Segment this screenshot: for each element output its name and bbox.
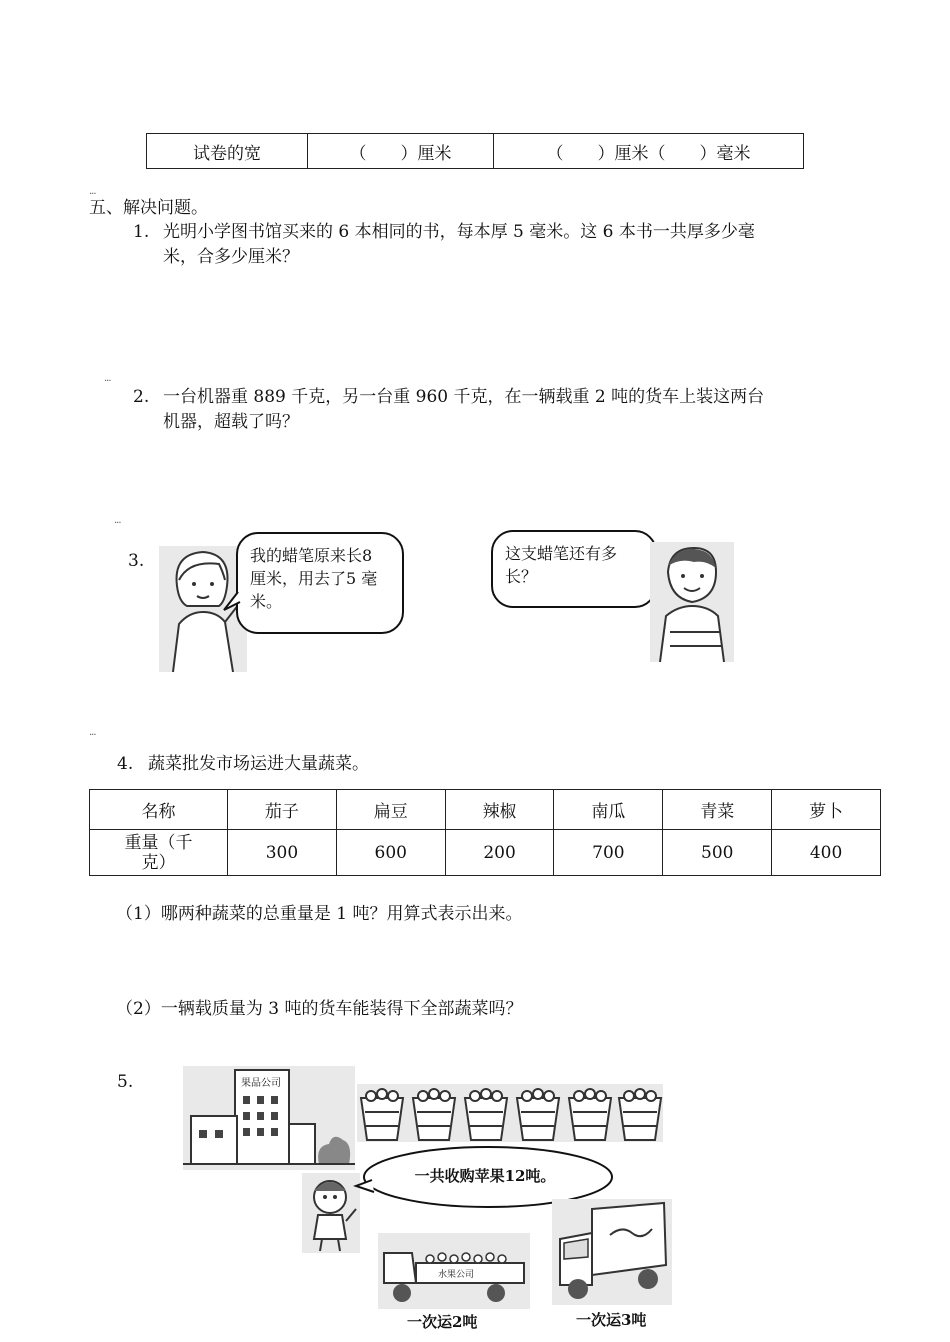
q4-number: 4.: [117, 754, 134, 774]
q3-number: 3.: [128, 551, 145, 571]
table-cell-weight: 600: [336, 830, 445, 876]
vegetable-table: [89, 789, 881, 876]
small-truck-illustration: [378, 1233, 530, 1309]
section-heading: 五、解决问题。: [89, 198, 208, 218]
table-cell-weight: 200: [445, 830, 554, 876]
girl-speech-bubble: 我的蜡笔原来长8 厘米，用去了5 毫米。: [236, 532, 404, 634]
company-building-illustration: [183, 1066, 355, 1170]
table-cell-name: 南瓜: [554, 790, 663, 830]
table-cell-name: 辣椒: [445, 790, 554, 830]
q2-text-line2: 机器，超载了吗？: [163, 412, 299, 432]
table-cell-name: 青菜: [663, 790, 772, 830]
q4-subquestion-2: （2）一辆载质量为 3 吨的货车能装得下全部蔬菜吗？: [116, 999, 523, 1019]
q4-intro: 蔬菜批发市场运进大量蔬菜。: [148, 754, 369, 774]
q1-number: 1.: [133, 222, 150, 242]
marker-dots: ...: [89, 727, 96, 738]
boy-speech-bubble: 这支蜡笔还有多长？: [491, 530, 657, 608]
basket-icons: [357, 1084, 663, 1142]
speech-text: 一共收购苹果12吨。: [414, 1167, 556, 1185]
q1-text-line1: 光明小学图书馆买来的 6 本相同的书，每本厚 5 毫米。这 6 本书一共厚多少毫: [163, 222, 755, 242]
table-cell-name: 茄子: [228, 790, 337, 830]
q2-text-line1: 一台机器重 889 千克，另一台重 960 千克，在一辆载重 2 吨的货车上装这两台: [163, 387, 765, 407]
q5-number: 5.: [117, 1072, 134, 1092]
q2-number: 2.: [133, 387, 150, 407]
truck-sign: 水果公司: [438, 1270, 475, 1280]
apple-baskets-illustration: [357, 1084, 663, 1142]
table-cell-weight: 300: [228, 830, 337, 876]
table-cell-name: 扁豆: [336, 790, 445, 830]
boy-illustration: [650, 542, 734, 662]
top-answer-table: [146, 133, 804, 169]
bubble-tail: [222, 590, 242, 612]
marker-dots: ...: [89, 186, 96, 197]
table-row-label: 重量（千克）: [90, 830, 228, 876]
big-truck-illustration: [552, 1199, 672, 1305]
van-icon: [552, 1199, 672, 1305]
answer-cell-cm-mm: （ ）厘米（ ）毫米: [494, 134, 804, 169]
table-label-cell: 试卷的宽: [147, 134, 308, 169]
q1-text-line2: 米，合多少厘米？: [163, 247, 299, 267]
answer-cell-cm: （ ）厘米: [308, 134, 494, 169]
boy-icon: [650, 542, 734, 662]
company-sign: 果品公司: [241, 1078, 281, 1089]
table-cell-weight: 700: [554, 830, 663, 876]
big-truck-caption: 一次运3吨: [576, 1311, 647, 1329]
marker-dots: ...: [114, 515, 121, 526]
table-cell-weight: 400: [772, 830, 881, 876]
small-truck-caption: 一次运2吨: [407, 1313, 478, 1331]
table-cell-name: 萝卜: [772, 790, 881, 830]
table-header-label: 名称: [90, 790, 228, 830]
table-cell-weight: 500: [663, 830, 772, 876]
marker-dots: ...: [104, 373, 111, 384]
q4-subquestion-1: （1）哪两种蔬菜的总重量是 1 吨？用算式表示出来。: [116, 904, 523, 924]
